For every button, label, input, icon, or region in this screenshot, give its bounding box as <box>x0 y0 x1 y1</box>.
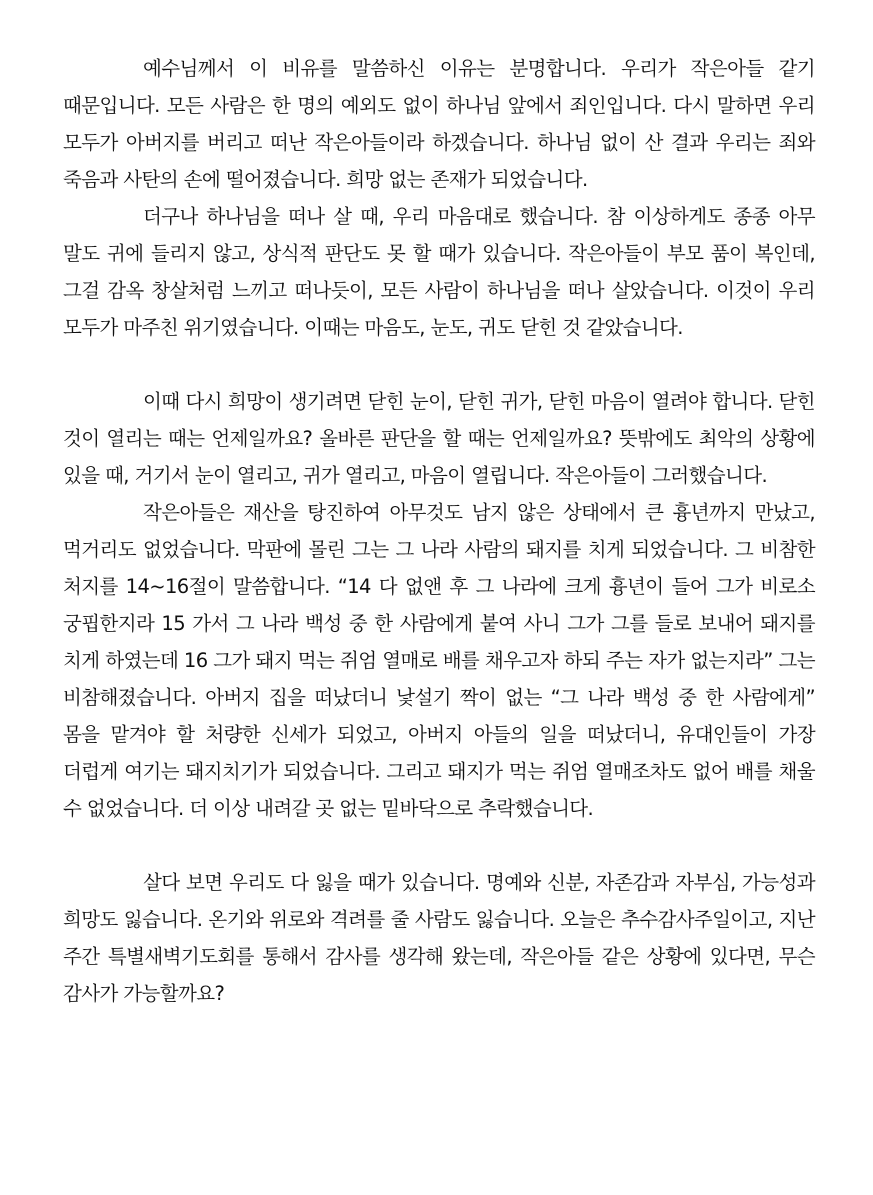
document-page <box>63 50 815 1012</box>
paragraph-4: 작은아들은 재산을 탕진하여 아무것도 남지 않은 상태에서 큰 흉년까지 만났고, 먹거리도 없었습니다. 막판에 몰린 그는 그 나라 사람의 돼지를 치게 되었습니다. 그 비참한 처지를 14~16절이 말씀합니다. “14 다 없앤 후 그 나라에 크게 흉년이 들어 그가 비로소 궁핍한지라 15 가서 그 나라 백성 중 한 사람에게 붙여 사니 그가 그를 들로 보내어 돼지를 치게 하였는데 16 그가 돼지 먹는 쥐엄 열매로 배를 채우고자 하되 주는 자가 없는지라” 그는 비참해졌습니다. 아버지 집을 떠났더니 낯설기 짝이 없는 “그 나라 백성 중 한 사람에게” 몸을 맡겨야 할 처량한 신세가 되었고, 아버지 아들의 일을 떠났더니, 유대인들이 가장 더럽게 여기는 돼지치기가 되었습니다. 그리고 돼지가 먹는 쥐엄 열매조차도 없어 배를 채울 수 없었습니다. 더 이상 내려갈 곳 없는 밑바닥으로 추락했습니다. <box>63 501 815 820</box>
paragraph-3: 이때 다시 희망이 생기려면 닫힌 눈이, 닫힌 귀가, 닫힌 마음이 열려야 합니다. 닫힌 것이 열리는 때는 언제일까요? 올바른 판단을 할 때는 언제일까요? 뜻밖에도 최악의 상황에 있을 때, 거기서 눈이 열리고, 귀가 열리고, 마음이 열립니다. 작은아들이 그러했습니다. <box>63 390 815 487</box>
paragraph-spacer <box>63 346 815 383</box>
paragraph-5: 살다 보면 우리도 다 잃을 때가 있습니다. 명예와 신분, 자존감과 자부심, 가능성과 희망도 잃습니다. 온기와 위로와 격려를 줄 사람도 잃습니다. 오늘은 추수감사주일이고, 지난 주간 특별새벽기도회를 통해서 감사를 생각해 왔는데, 작은아들 같은 상황에 있다면, 무슨 감사가 가능할까요? <box>63 871 815 1005</box>
paragraph-1: 예수님께서 이 비유를 말씀하신 이유는 분명합니다. 우리가 작은아들 같기 때문입니다. 모든 사람은 한 명의 예외도 없이 하나님 앞에서 죄인입니다. 다시 말하면 우리 모두가 아버지를 버리고 떠난 작은아들이라 하겠습니다. 하나님 없이 산 결과 우리는 죄와 죽음과 사탄의 손에 떨어졌습니다. 희망 없는 존재가 되었습니다. <box>63 57 815 191</box>
paragraph-2: 더구나 하나님을 떠나 살 때, 우리 마음대로 했습니다. 참 이상하게도 종종 아무 말도 귀에 들리지 않고, 상식적 판단도 못 할 때가 있습니다. 작은아들이 부모 품이 복인데, 그걸 감옥 창살처럼 느끼고 떠나듯이, 모든 사람이 하나님을 떠나 살았습니다. 이것이 우리 모두가 마주친 위기였습니다. 이때는 마음도, 눈도, 귀도 닫힌 것 같았습니다. <box>63 205 815 339</box>
paragraph-spacer <box>63 827 815 864</box>
